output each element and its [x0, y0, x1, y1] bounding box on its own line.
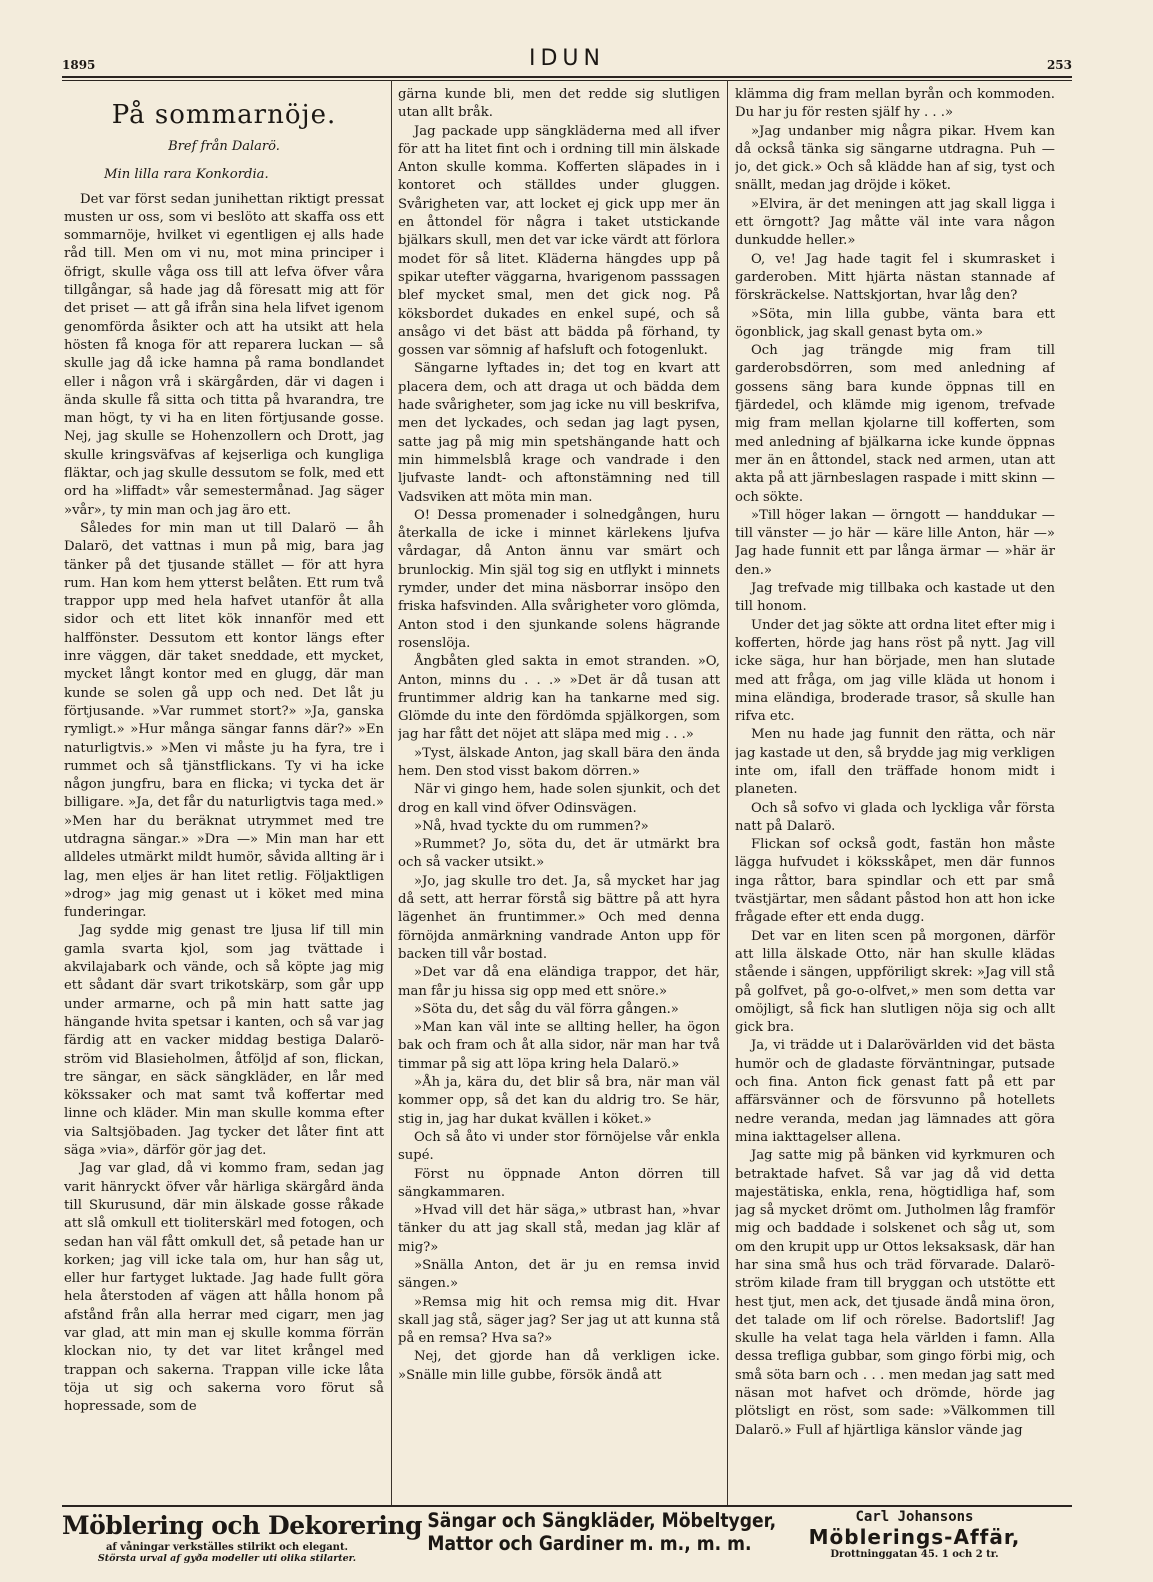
paragraph: »Söta du, det såg du väl förra gången.» — [414, 1001, 679, 1017]
paragraph: »Tyst, älskade Anton, jag skall bära den ända hem. Den stod visst bakom dörren.» — [398, 745, 720, 779]
paragraph: O, ve! Jag hade tagit fel i skumrasket i garderoben. Mitt hjärta nästan stannade af förskräckelse. Nattskjortan, hvar låg den? — [735, 251, 1055, 304]
paragraph: »Remsa mig hit och remsa mig dit. Hvar skall jag stå, säger jag? Ser jag ut att kunna stå på en remsa? Hva sa?» — [398, 1294, 720, 1347]
paragraph: Ångbåten gled sakta in emot stranden. »O, Anton, minns du . . .» »Det är då tusan att fruntimmer aldrig kan ha tankarne med sig. Glömde du inte den fördömda spjälkorgen, som jag har fått det nöjet att släpa med mig . . .» — [398, 654, 720, 743]
column-divider — [391, 80, 392, 1505]
article-subtitle: Bref från Dalarö. — [168, 139, 280, 154]
article-title: På sommarnöje. — [111, 100, 337, 130]
paragraph: klämma dig fram mellan byrån och kommoden. Du har ju för resten själf hy . . .» — [735, 87, 1055, 121]
ad-line: Carl Johansons — [855, 1509, 974, 1525]
paragraph: »Man kan väl inte se allting heller, ha ögon bak och fram och åt alla sidor, när man har två timmar på sig att löpa kring hela Dalarö.» — [398, 1020, 720, 1072]
paragraph: Det var en liten scen på morgonen, därför att lilla älskade Otto, när han skulle klädas stående i sängen, uppföriligt skrek: »Jag vill stå på golfvet, på go-o-olfvet,» men som detta var omöjligt, så fick han slutligen nöja sig och allt gick bra. — [735, 928, 1055, 1036]
paragraph: Det var först sedan junihettan riktigt pressat musten ur oss, som vi beslöto att skaffa oss ett sommarnöje, hvilket vi egentligen ej alls hade råd till. Men om vi nu, mot mina principer i öfrigt, skulle våga oss till att lefva öfver våra tillgångar, så hade jag då föresatt mig att för det priset — att gå ifrån sina hela lifvet igenom genomförda åsikter och att ha utsikt att hela hösten få knoga för att reparera luckan — så skulle jag då icke hamna på rama bondlandet eller i någon vrå i skärgården, där vi dagen i ända skulle få sitta och titta på hvarandra, tre man högt, ty vi ha en liten förtjusande gosse. Nej, jag skulle se Hohenzollern och Drott, jag skulle kringsväfvas af kejserliga och kungliga fläktar, och jag skulle dessutom se folk, med ett ord ha »liffadt» vår semestermånad. Jag säger »vår», ty min man och jag äro ett. — [64, 191, 384, 518]
paragraph: »Elvira, är det meningen att jag skall ligga i ett örngott? Jag måtte väl inte vara någon dunkudde heller.» — [735, 196, 1055, 249]
header-rule — [62, 76, 1072, 78]
paragraph: Och så sofvo vi glada och lyckliga vår första natt på Dalarö. — [735, 800, 1055, 834]
page-number: 253 — [1046, 58, 1072, 72]
column-divider — [727, 80, 728, 1505]
paragraph: Jag sydde mig genast tre ljusa lif till min gamla svarta kjol, som jag tvättade i akvilajabark och vände, och så köpte jag mig ett sådant där svart trikotskärp, som går upp under armarne, och på min hatt satte jag hängande hvita spetsar i kanten, och så var jag färdig att en vacker middag bestiga Dalarö-ström vid Blasieholmen, åtföljd af son, flickan, tre sängar, en säck sängkläder, en lår med kökssaker och mat samt två koffertar med linne och kläder. Min man skulle komma efter via Saltsjöbaden. Jag tycker det låter fint att säga »via», därför gör jag det. — [64, 923, 384, 1159]
paragraph: Jag var glad, då vi kommo fram, sedan jag varit hänryckt öfver vår härliga skärgård ända till Skurusund, där min älskade gosse råkade att slå omkull ett tioliterskärl med fotogen, och sedan han väl fått omkull det, så petade han ur korken; jag vill icke tala om, hur han såg ut, eller hur fartyget luktade. Jag hade fullt göra hela återstoden af vägen att hålla honom på afstånd från alla herrar med cigarr, men jag var glad, att min man ej skulle komma förrän klockan nio, ty det var litet krångel med trappan och sakerna. Trappan ville icke låta töja ut sig och sakerna voro förut så hopressade, som de — [64, 1161, 384, 1415]
ad-line: af våningar verkställes stilrikt och elegant. — [105, 1542, 349, 1553]
column-1 — [64, 86, 384, 1504]
paragraph: »Snälla Anton, det är ju en remsa invid sängen.» — [398, 1258, 720, 1292]
paragraph: När vi gingo hem, hade solen sjunkit, och det drog en kall vind öfver Odinsvägen. — [398, 782, 720, 816]
paragraph: »Nå, hvad tyckte du om rummen?» — [414, 818, 649, 834]
ad-carl-johansons — [757, 1507, 1072, 1560]
paragraph: Och jag trängde mig fram till garderobsdörren, som med anledning af gossens säng bara kunde öppnas till en fjärdedel, och klämde mig igenom, trefvade mig fram mellan kjolarne till kofferten, som med anledning af bjälkarna icke kunde öppnas mer än en åttondel, stack ned armen, utan att akta på att järnbeslagen raspade i mitt skinn — och sökte. — [735, 343, 1055, 505]
ad-line: Sängar och Sängkläder, Möbeltyger, — [427, 1509, 777, 1532]
paragraph: Och så åto vi under stor förnöjelse vår enkla supé. — [398, 1129, 720, 1164]
paragraph: gärna kunde bli, men det redde sig slutligen utan allt bråk. — [398, 87, 720, 121]
ad-mobilering — [62, 1507, 423, 1564]
paragraph: O! Dessa promenader i solnedgången, huru återkalla de icke i minnet kärlekens ljufva vårdagar, då Anton ännu var smärt och brunlockig. Min själ tog sig en utflykt i minnets rymder, under det mina näsborrar insöpo den friska hafsvinden. Alla svårigheter voro glömda, Anton stod i den sjunkande solens hägrande rosenslöja. — [398, 507, 720, 651]
salutation: Min lilla rara Konkordia. — [104, 167, 269, 183]
ad-sangar — [427, 1509, 777, 1555]
ad-line: Största urval af gyða modeller uti olika stilarter. — [97, 1553, 357, 1564]
masthead-title: IDUN — [529, 46, 605, 71]
ad-title: Möblerings-Affär, — [808, 1525, 1021, 1549]
paragraph: »Åh ja, kära du, det blir så bra, när man väl kommer opp, så det kan du aldrig tro. Se här, stig in, jag har dukat kvällen i köket.» — [398, 1075, 720, 1127]
paragraph: Ja, vi trädde ut i Dalarövärlden vid det bästa humör och de gladaste förväntningar, putsade och fina. Anton fick genast fatt på ett par affärsvänner och de försvunno på hotellets nedre veranda, medan jag lämnades att göra mina iakttagelser allena. — [735, 1038, 1055, 1145]
paragraph: Sängarne lyftades in; det tog en kvart att placera dem, och att draga ut och bädda dem hade svårigheter, som jag icke nu vill beskrifva, men det lyckades, och sedan jag lagt pysen, satte jag på mig min spetshängande hatt och min himmelsblå krage och vandrade i den ljufvaste landt- och aftonstämning ned till Vadsviken att möta min man. — [398, 361, 720, 505]
paragraph: Jag satte mig på bänken vid kyrkmuren och betraktade hafvet. Så var jag då vid detta majestätiska, enkla, rena, högtidliga haf, som jag så mycket drömt om. Jutholmen låg framför mig och baddade i solskenet och såg ut, som om den krupit upp ur Ottos leksaksask, där han har sina små hus och träd förvarade. Dalarö-ström kilade fram till bryggan och utstötte ett hest tjut, men ack, det tjusade ändå mina öron, det talade om lif och rörelse. Badortslif! Jag skulle ha velat taga hela världen i famn. Alla dessa trefliga gubbar, som gingo förbi mig, och små söta barn och . . . men medan jag satt med näsan mot hafvet och drömde, hörde jag plötsligt en röst, som sade: »Välkommen till Dalarö.» Full af hjärtliga känslor vände jag — [735, 1148, 1055, 1438]
header-rule-thin — [62, 80, 1072, 81]
paragraph: Först nu öppnade Anton dörren till sängkammaren. — [398, 1166, 720, 1200]
paragraph: Flickan sof också godt, fastän hon måste lägga hufvudet i köksskåpet, men där funnos inga råttor, bara spindlar och ett par små tvästjärtar, men sådant påstod hon att hon icke frågade efter ett enda dugg. — [735, 837, 1055, 926]
ad-title: Möblering och Dekorering — [62, 1511, 423, 1540]
paragraph: Således for min man ut till Dalarö — åh Dalarö, det vattnas i mun på mig, bara jag tänker på det tjusande stället — för att hyra rum. Han kom hem ytterst belåten. Ett rum två trappor upp med hela hafvet utanför åt alla sidor och ett litet kök innanför med ett halffönster. Dessutom ett kontor längs efter inre väggen, där taket sneddade, ett mycket, mycket långt kontor med en glugg, där man kunde se solen gå upp och ned. Det låt ju förtjusande. »Var rummet stort?» »Ja, ganska rymligt.» »Hur många sängar fanns där?» »En naturligtvis.» »Men vi måste ju ha fyra, tre i rummet och så tjänstflickans. Ty vi ha icke någon jungfru, bara en flicka; vi tycka det är billigare. »Ja, det får du naturligtvis taga med.» »Men har du beräknat utrymmet med tre utdragna sängar.» »Dra —» Min man har ett alldeles utmärkt mildt humör, såvida allting är i lag, men eljes är han litet retlig. Följaktligen »drog» jag mig genast ut i köket med mina funderingar. — [64, 520, 384, 921]
paragraph: Jag packade upp sängkläderna med all ifver för att ha litet fint och i ordning till min älskade Anton skulle komma. Kofferten släpades in i kontoret och ställdes under gluggen. Svårigheten var, att locket ej gick upp mer än en åttondel för några i taket utstickande bjälkars skull, men det var icke värdt att förlora modet för så litet. Kläderna hängdes upp på spikar utefter väggarna, hvarigenom passsagen blef mycket smal, men det gick nog. På köksbordet dukades en enkel supé, och så ansågo vi det bäst att bädda på förhand, ty gossen var sömnig af hafsluft och fotogenlukt. — [398, 123, 720, 359]
ad-address: Drottninggatan 45. 1 och 2 tr. — [830, 1549, 999, 1560]
column-3 — [735, 86, 1055, 1504]
ad-line: Mattor och Gardiner m. m., m. m. — [427, 1532, 752, 1555]
advertisement-band — [62, 1505, 1072, 1564]
header-year: 1895 — [62, 58, 96, 72]
paragraph: »Hvad vill det här säga,» utbrast han, »hvar tänker du att jag skall stå, medan jag klär af mig?» — [398, 1203, 720, 1255]
paragraph: Men nu hade jag funnit den rätta, och när jag kastade ut den, så brydde jag mig verkligen inte om, ifall den träffade honom midt i planeten. — [735, 727, 1055, 798]
paragraph: Nej, det gjorde han då verkligen icke. »Snälle min lille gubbe, försök ändå att — [398, 1349, 720, 1383]
paragraph: »Rummet? Jo, söta du, det är utmärkt bra och så vacker utsikt.» — [398, 837, 720, 871]
column-2 — [398, 86, 720, 1504]
paragraph: »Till höger lakan — örngott — handdukar — till vänster — jo här — käre lille Anton, här —» Jag hade funnit ett par långa ärmar — »här är den.» — [735, 507, 1055, 578]
paragraph: »Det var då ena eländiga trappor, det här, man får ju hissa sig opp med ett snöre.» — [398, 965, 720, 999]
paragraph: »Söta, min lilla gubbe, vänta bara ett ögonblick, jag skall genast byta om.» — [735, 306, 1055, 340]
paragraph: »Jag undanber mig några pikar. Hvem kan då också tänka sig sängarne utdragna. Puh — jo, det gick.» Och så klädde han af sig, tyst och snällt, medan jag dröjde i köket. — [735, 123, 1055, 194]
paragraph: Under det jag sökte att ordna litet efter mig i kofferten, hörde jag hans röst på nytt. Jag vill icke säga, hur han började, men han slutade med att fråga, om jag ville kläda ut honom i mina eländiga, broderade trasor, så skulle han rifva etc. — [735, 617, 1055, 725]
page-header — [62, 46, 1072, 76]
paragraph: Jag trefvade mig tillbaka och kastade ut den till honom. — [735, 581, 1055, 615]
paragraph: »Jo, jag skulle tro det. Ja, så mycket har jag då sett, att herrar förstå sig bättre på att hyra lägenhet än fruntimmer.» Och med denna förnöjda anmärkning vandrade Anton upp för backen till vår bostad. — [398, 873, 720, 962]
